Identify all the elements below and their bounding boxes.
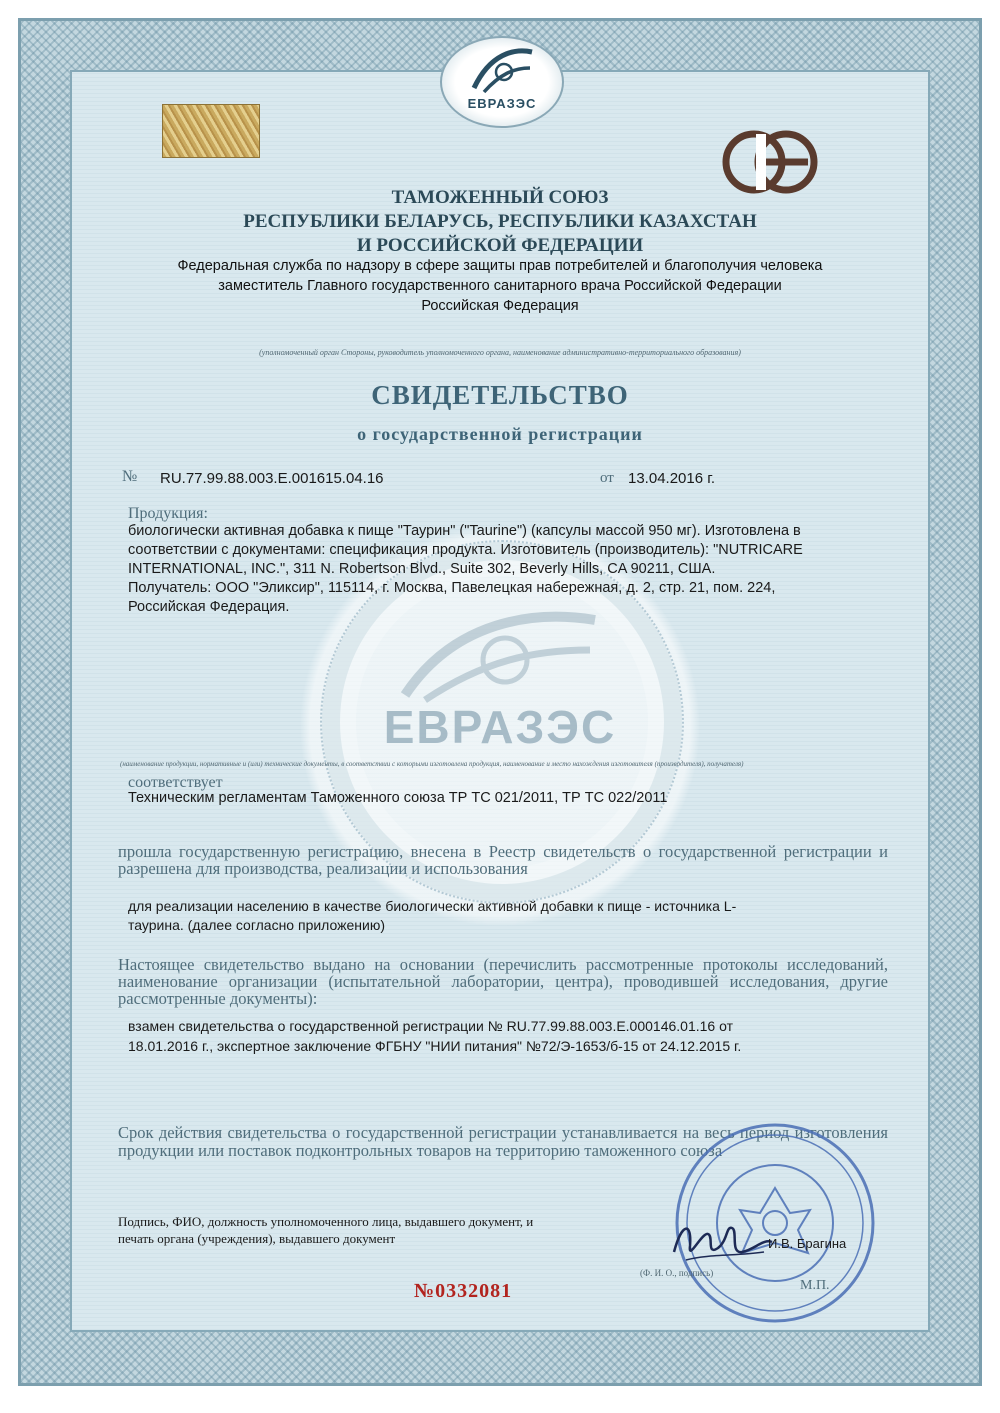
product-line-5: Российская Федерация. <box>128 599 290 615</box>
product-line-3: INTERNATIONAL, INC.", 311 N. Robertson Blvd., Suite 302, Beverly Hills, CA 90211, США. <box>128 561 716 577</box>
agency-line-2: заместитель Главного государственного санитарного врача Российской Федерации <box>218 278 782 294</box>
usage-line-1: для реализации населению в качестве биологически активной добавки к пище - источника L- <box>128 898 737 914</box>
certificate-title: СВИДЕТЕЛЬСТВО <box>371 380 629 410</box>
product-line-1: биологически активная добавка к пище "Таурин" ("Taurine") (капсулы массой 950 мг). Изготовлена в <box>128 523 801 539</box>
date-label: от <box>600 470 614 486</box>
usage-line-2: таурина. (далее согласно приложению) <box>128 917 385 933</box>
basis-line-1: взамен свидетельства о государственной регистрации № RU.77.99.88.003.Е.000146.01.16 от <box>128 1018 733 1034</box>
union-line-3: И РОССИЙСКОЙ ФЕДЕРАЦИИ <box>356 235 644 256</box>
validity-statement: Срок действия свидетельства о государственной регистрации устанавливается на весь период изготовления продукции или поставок подконтрольных товаров на территорию таможенного союза <box>118 1123 888 1160</box>
product-line-4: Получатель: ООО "Эликсир", 115114, г. Москва, Павелецкая набережная, д. 2, стр. 21, пом. 224, <box>128 580 776 596</box>
serial-number: №0332081 <box>414 1280 513 1302</box>
emblem-label: ЕВРАЗЭС <box>467 96 537 111</box>
eurasec-emblem-icon <box>440 36 564 128</box>
handwritten-signature-icon <box>668 1212 778 1272</box>
usage-description <box>128 897 888 935</box>
agency-line-3: Российская Федерация <box>421 298 579 314</box>
watermark-text: ЕВРАЗЭС <box>383 701 617 753</box>
product-caption: (наименование продукции, нормативные и (или) технические документы, в соответствии с которыми изготовлена продукция, наименование и место нахождения изготовителя (производителя), получателя) <box>120 760 744 768</box>
seal-place-mark: М.П. <box>800 1278 830 1293</box>
basis-line-2: 18.01.2016 г., экспертное заключение ФГБНУ "НИИ питания" №72/Э-1653/б-15 от 24.12.2015 г. <box>128 1038 742 1054</box>
number-label: № <box>122 468 138 485</box>
signature-caption: (Ф. И. О., подпись) <box>640 1268 714 1278</box>
product-line-2: соответствии с документами: спецификация продукта. Изготовитель (производитель): "NUTRICARE <box>128 542 803 558</box>
registration-date: 13.04.2016 г. <box>628 470 716 487</box>
basis-statement: Настоящее свидетельство выдано на основании (перечислить рассмотренные протоколы исследований, наименование организации (испытательной лаборатории, центра), проводившей исследования, другие рассмотренные документы): <box>118 955 888 1008</box>
hologram-sticker-icon <box>162 104 260 158</box>
registration-number: RU.77.99.88.003.Е.001615.04.16 <box>160 470 384 487</box>
issuing-agency <box>120 256 880 316</box>
product-label: Продукция: <box>128 505 208 522</box>
certificate-subtitle: о государственной регистрации <box>357 424 643 444</box>
signer-name: И.В. Брагина <box>768 1236 847 1251</box>
signature-instructions: Подпись, ФИО, должность уполномоченного лица, выдавшего документ, и печать органа (учреждения), выдавшего документ <box>118 1214 534 1246</box>
conformity-label: соответствует <box>128 774 223 791</box>
agency-caption: (уполномоченный орган Стороны, руководитель уполномоченного органа, наименование административно-территориального образования) <box>259 348 741 357</box>
registration-statement: прошла государственную регистрацию, внесена в Реестр свидетельств о государственной регистрации и разрешена для производства, реализации и использования <box>118 842 888 878</box>
agency-line-1: Федеральная служба по надзору в сфере защиты прав потребителей и благополучия человека <box>177 258 823 274</box>
customs-union-heading <box>120 186 880 258</box>
union-line-2: РЕСПУБЛИКИ БЕЛАРУСЬ, РЕСПУБЛИКИ КАЗАХСТАН <box>243 211 757 232</box>
product-description <box>128 522 918 617</box>
basis-description <box>128 1016 898 1056</box>
union-line-1: ТАМОЖЕННЫЙ СОЮЗ <box>391 187 609 208</box>
conformity-text: Техническим регламентам Таможенного союза ТР ТС 021/2011, ТР ТС 022/2011 <box>128 790 668 806</box>
